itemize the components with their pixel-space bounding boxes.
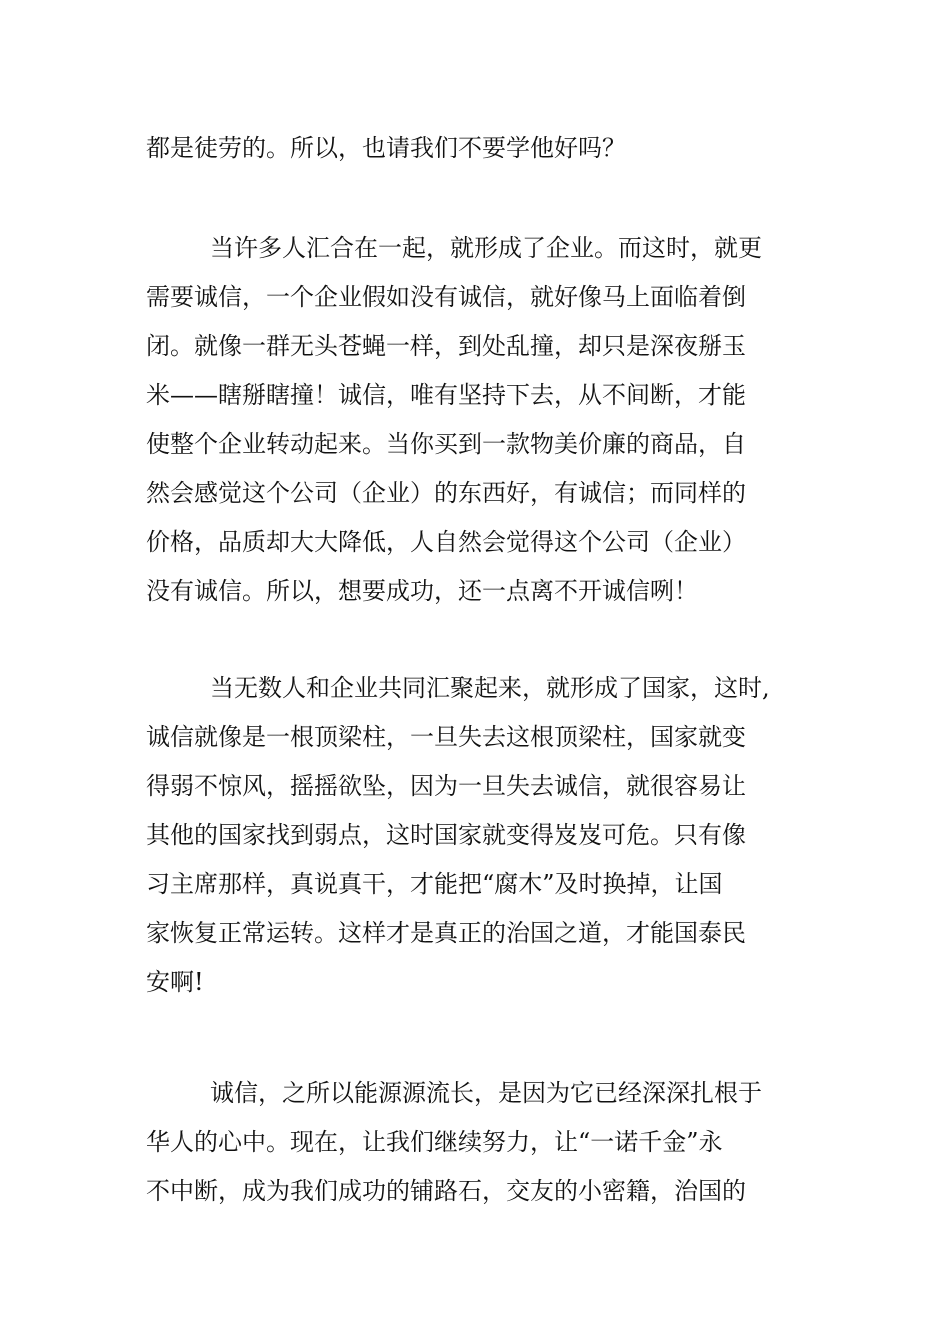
text-line: 需要诚信，一个企业假如没有诚信，就好像马上面临着倒 [146,283,746,311]
text-line: 习主席那样，真说真干，才能把“腐木”及时换掉，让国 [146,870,723,898]
text-line: 都是徒劳的。所以，也请我们不要学他好吗？ [146,134,626,162]
text-line: 华人的心中。现在，让我们继续努力，让“一诺千金”永 [146,1128,723,1156]
text-line: 使整个企业转动起来。当你买到一款物美价廉的商品，自 [146,430,746,458]
text-line: 当无数人和企业共同汇聚起来，就形成了国家，这时, [210,674,770,702]
text-line: 没有诚信。所以，想要成功，还一点离不开诚信咧！ [146,577,698,605]
text-line: 当许多人汇合在一起，就形成了企业。而这时，就更 [210,234,762,262]
text-line: 诚信，之所以能源源流长，是因为它已经深深扎根于 [210,1079,762,1107]
text-line: 其他的国家找到弱点，这时国家就变得岌岌可危。只有像 [146,821,746,849]
text-line: 不中断，成为我们成功的铺路石，交友的小密籍，治国的 [146,1177,746,1205]
text-line: 米——瞎掰瞎撞！诚信，唯有坚持下去，从不间断，才能 [146,381,746,409]
text-line: 价格，品质却大大降低，人自然会觉得这个公司（企业） [146,528,746,556]
text-line: 家恢复正常运转。这样才是真正的治国之道，才能国泰民 [146,919,746,947]
text-line: 诚信就像是一根顶梁柱，一旦失去这根顶梁柱，国家就变 [146,723,746,751]
text-line: 安啊! [146,968,204,996]
text-line: 得弱不惊风，摇摇欲坠，因为一旦失去诚信，就很容易让 [146,772,746,800]
text-line: 闭。就像一群无头苍蝇一样，到处乱撞，却只是深夜掰玉 [146,332,746,360]
text-line: 然会感觉这个公司（企业）的东西好，有诚信；而同样的 [146,479,746,507]
